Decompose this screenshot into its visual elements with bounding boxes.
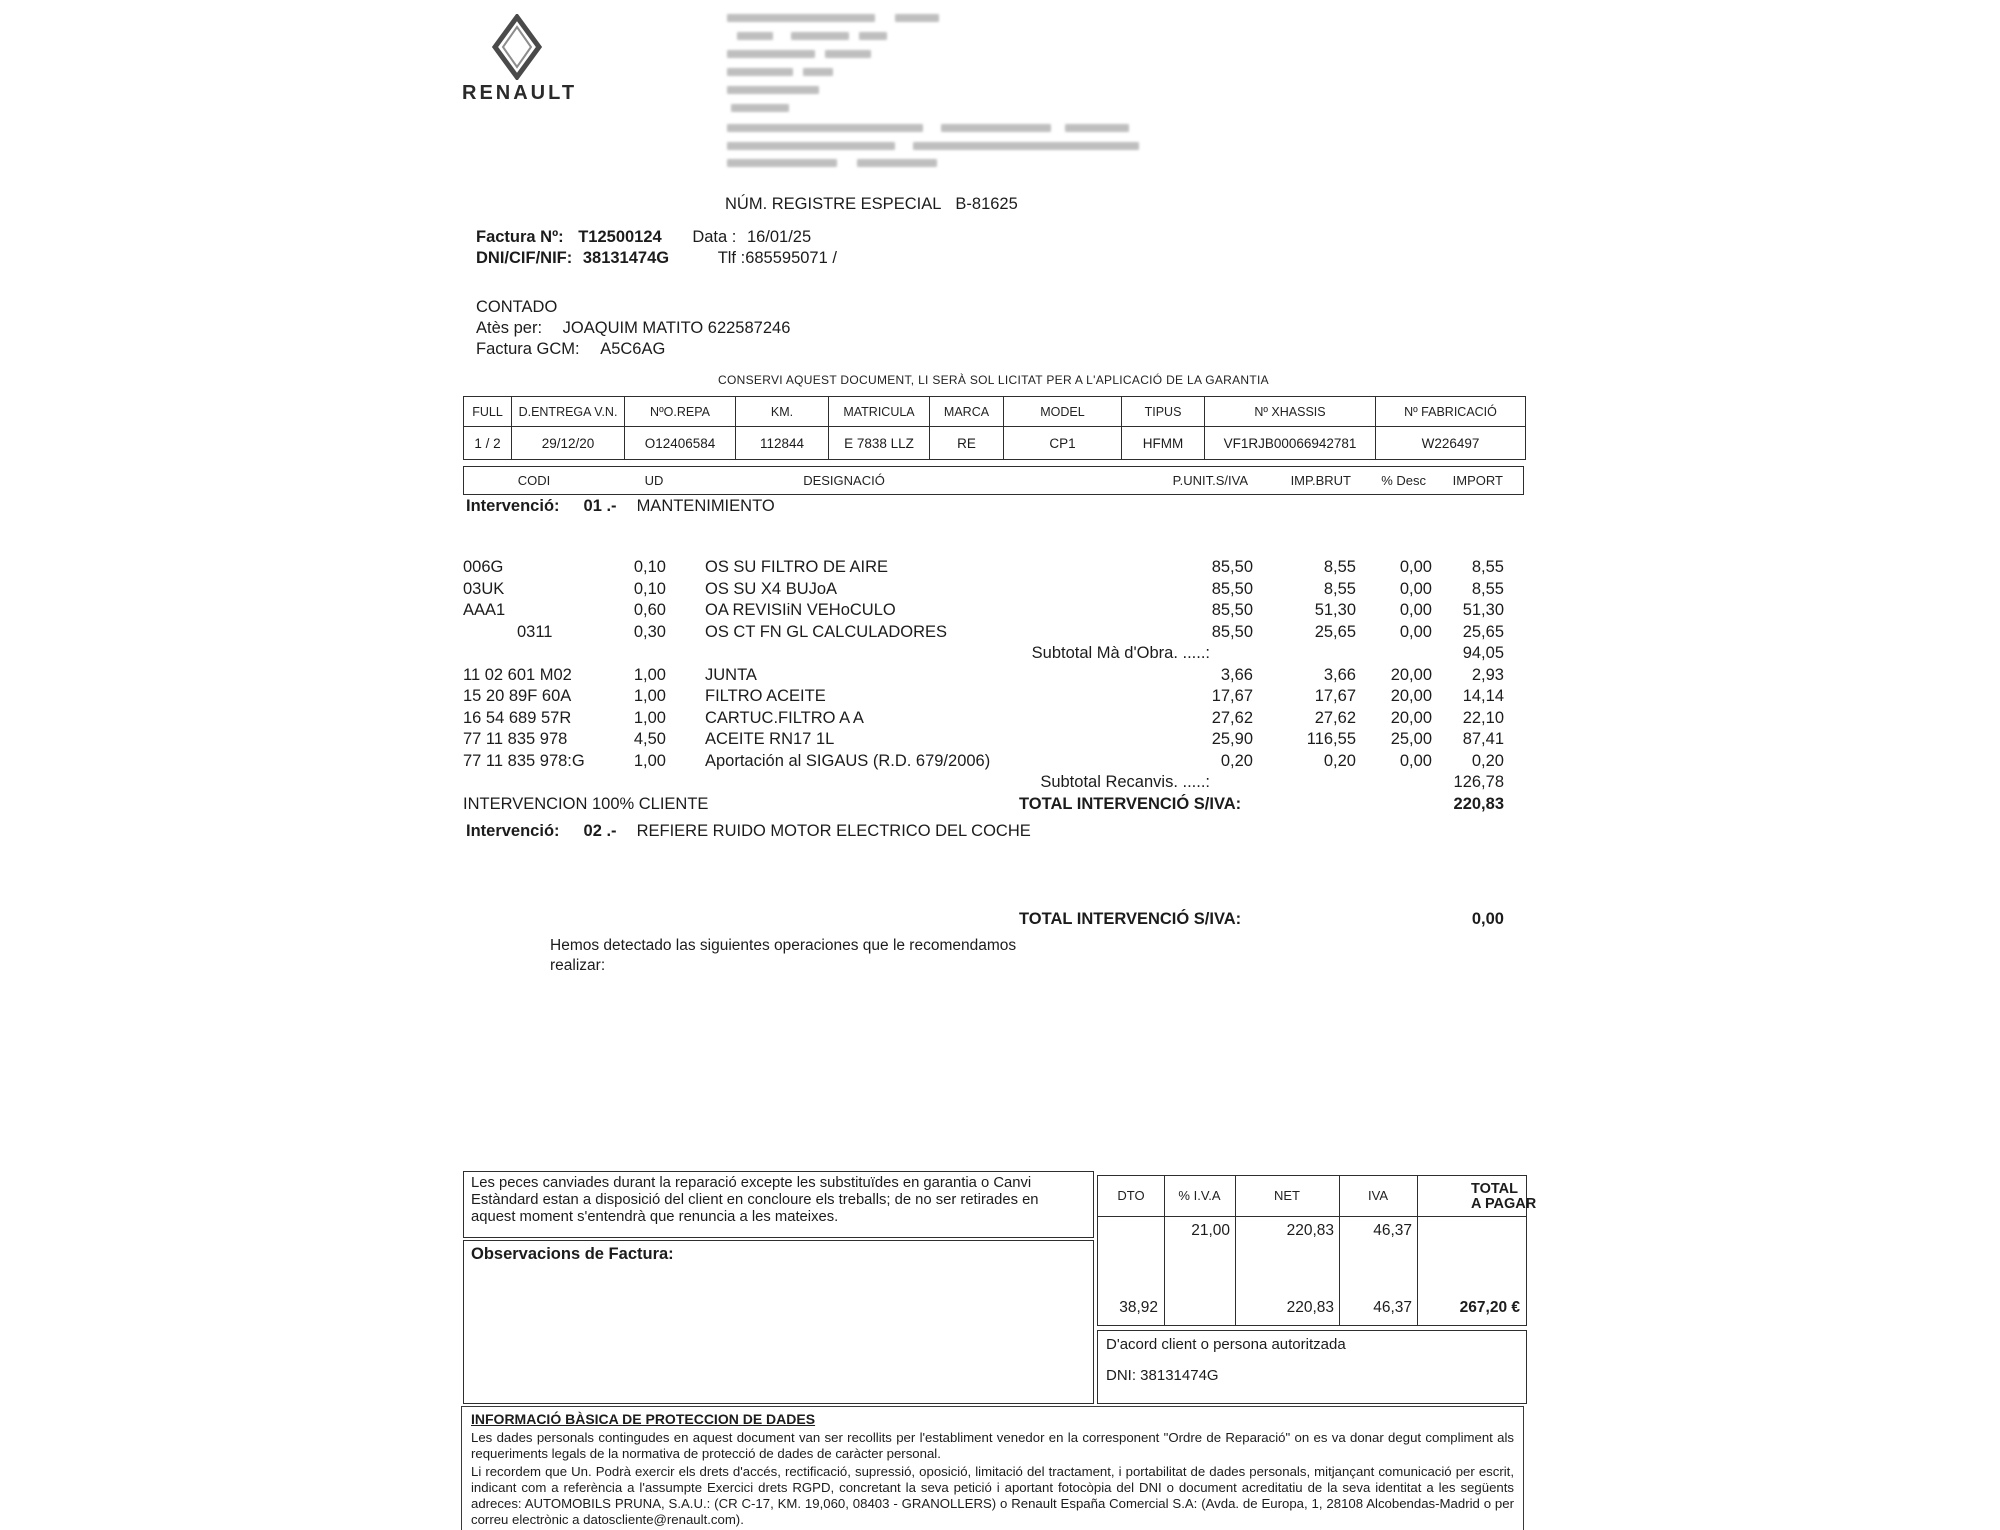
intervention-number: 02 .-	[583, 822, 617, 840]
intervention-total-label: TOTAL INTERVENCIÓ S/IVA:	[1019, 910, 1242, 928]
totals-header-iva: IVA	[1368, 1188, 1388, 1203]
invoice-meta	[476, 227, 837, 269]
item-row: 11 02 601 M02 1,00 JUNTA 3,66 3,66 20,00 2,93	[463, 665, 1504, 684]
invoice-meta-2	[476, 297, 790, 360]
vehicle-value-cell: RE	[930, 427, 1004, 460]
totals-net-value: 220,83	[1286, 1222, 1334, 1239]
totals-total-to-pay: 267,20 €	[1459, 1299, 1520, 1316]
items-header	[463, 466, 1524, 495]
item-row: 03UK 0,10 OS SU X4 BUJoA 85,50 8,55 0,00 8,55	[463, 579, 1504, 598]
intervention-total-value: 220,83	[1453, 794, 1504, 813]
brand-wordmark: RENAULT	[462, 82, 578, 104]
vehicle-table	[463, 396, 1526, 460]
special-registry-label: NÚM. REGISTRE ESPECIAL	[725, 195, 942, 213]
intervention-name: MANTENIMIENTO	[636, 497, 775, 515]
items-header-designacio: DESIGNACIÓ	[803, 473, 885, 488]
vehicle-value-cell: E 7838 LLZ	[829, 427, 930, 460]
intervention-1-total-row	[463, 795, 1524, 817]
vehicle-value-cell: 1 / 2	[464, 427, 512, 460]
items-header-punit: P.UNIT.S/IVA	[1172, 473, 1248, 488]
item-row: 77 11 835 978 4,50 ACEITE RN17 1L 25,90 116,55 25,00 87,41	[463, 730, 1504, 748]
item-row: 15 20 89F 60A 1,00 FILTRO ACEITE 17,67 17,67 20,00 14,14	[463, 687, 1504, 705]
renault-logo-icon	[492, 14, 542, 85]
intervention-1-title	[466, 497, 775, 516]
totals-iva-pct-value: 21,00	[1191, 1222, 1230, 1239]
items-header-ud: UD	[644, 473, 664, 488]
vehicle-value-cell: W226497	[1376, 427, 1526, 460]
vehicle-value-cell: 29/12/20	[512, 427, 625, 460]
items-header-import: IMPORT	[1452, 473, 1503, 488]
intervention-2-total-row	[463, 910, 1524, 932]
invoice-date-value: 16/01/25	[746, 228, 812, 246]
vehicle-header-cell: MARCA	[930, 397, 1004, 427]
vehicle-header-cell: NºO.REPA	[625, 397, 736, 427]
intervention-total-value: 0,00	[1471, 910, 1504, 928]
intervention-name: REFIERE RUIDO MOTOR ELECTRICO DEL COCHE	[636, 822, 1031, 840]
special-registry-value: B-81625	[955, 195, 1018, 213]
observations-box	[463, 1240, 1094, 1404]
client-note: INTERVENCION 100% CLIENTE	[463, 794, 709, 813]
subtotal-labor-row: Subtotal Mà d'Obra. .....: 94,05	[1031, 644, 1504, 662]
intervention-label: Intervenció:	[466, 497, 560, 515]
item-row: AAA1 0,60 OA REVISIiN VEHoCULO 85,50 51,30 0,00 51,30	[463, 601, 1504, 619]
privacy-heading: INFORMACIÓ BÀSICA DE PROTECCION DE DADES	[471, 1411, 816, 1427]
totals-header-net: NET	[1274, 1188, 1300, 1203]
vehicle-header-cell: KM.	[736, 397, 829, 427]
item-row: 16 54 689 57R 1,00 CARTUC.FILTRO A A 27,62 27,62 20,00 22,10	[463, 708, 1504, 727]
invoice-number-label: Factura Nº:	[476, 228, 564, 246]
totals-iva-value: 46,37	[1373, 1222, 1412, 1239]
item-row: 0311 0,30 OS CT FN GL CALCULADORES 85,50 25,65 0,00 25,65	[517, 622, 1504, 641]
agreement-dni: DNI: 38131474G	[1106, 1367, 1219, 1384]
intervention-label: Intervenció:	[466, 822, 560, 840]
vehicle-header-cell: MATRICULA	[829, 397, 930, 427]
vehicle-value-cell: O12406584	[625, 427, 736, 460]
intervention-2-title	[466, 822, 1031, 841]
attended-by-label: Atès per:	[476, 319, 543, 337]
dni-value: 38131474G	[582, 249, 670, 267]
vehicle-value-cell: CP1	[1004, 427, 1122, 460]
gcm-value: A5C6AG	[600, 340, 666, 358]
subtotal-parts-row: Subtotal Recanvis. .....: 126,78	[1040, 773, 1504, 791]
invoice-date-label: Data :	[692, 228, 737, 246]
dni-label: DNI/CIF/NIF:	[476, 249, 573, 267]
observations-label: Observacions de Factura:	[471, 1245, 674, 1263]
customer-agreement-box	[1097, 1330, 1527, 1404]
totals-net-value-2: 220,83	[1286, 1299, 1334, 1316]
totals-dto-value: 38,92	[1119, 1299, 1158, 1316]
items-header-codi: CODI	[517, 473, 551, 488]
vehicle-header-cell: MODEL	[1004, 397, 1122, 427]
recommendations-note: Hemos detectado las siguientes operaciones que le recomendamos realizar:	[550, 937, 1017, 974]
vehicle-header-cell: TIPUS	[1122, 397, 1205, 427]
vehicle-header-cell: FULL	[464, 397, 512, 427]
warranty-notice: CONSERVI AQUEST DOCUMENT, LI SERÀ SOL LICITAT PER A L'APLICACIÓ DE LA GARANTIA	[718, 373, 1269, 387]
phone-label: Tlf :	[717, 249, 746, 267]
privacy-paragraph: Li recordem que Un. Podrà exercir els drets d'accés, rectificació, supressió, oposició, limitació del tractament, i portabilitat de dades personals, mitjançant comunicació per escrit, indicant com a referència a l'assumpte Exercici drets RGPD, concretant la seva petició i aportant fotocòpia del DNI o document acreditatiu de la seva identitat a les següents adreces: AUTOMOBILS PRUNA, S.A.U.: (CR C-17, KM. 19,060, 08403 - GRANOLLERS) o Renault España Comercial S.A: (Avda. de Europa, 1, 28108 Alcobendas-Madrid o per correu electrònic a datoscliente@renault.com).	[471, 1464, 1514, 1527]
items-header-brut: IMP.BRUT	[1290, 473, 1351, 488]
vehicle-value-cell: 112844	[736, 427, 829, 460]
invoice-number-value: T12500124	[578, 228, 662, 246]
phone-value: 685595071 /	[745, 249, 837, 267]
privacy-footer	[461, 1406, 1524, 1530]
intervention-number: 01 .-	[583, 497, 617, 515]
intervention-total-label: TOTAL INTERVENCIÓ S/IVA:	[1019, 794, 1242, 813]
item-row: 77 11 835 978:G 1,00 Aportación al SIGAUS (R.D. 679/2006) 0,20 0,20 0,00 0,20	[463, 751, 1504, 770]
dealer-info-illegible	[727, 14, 1157, 172]
agreement-text: D'acord client o persona autoritzada	[1106, 1336, 1346, 1353]
vehicle-value-row	[464, 427, 1526, 460]
vehicle-header-cell: D.ENTREGA V.N.	[512, 397, 625, 427]
attended-by-value: JOAQUIM MATITO 622587246	[562, 319, 791, 337]
line-items	[463, 558, 1524, 816]
special-registry	[725, 195, 1018, 214]
totals-header-dto: DTO	[1117, 1188, 1145, 1203]
gcm-label: Factura GCM:	[476, 340, 580, 358]
totals-table	[1097, 1175, 1537, 1326]
item-row: 006G 0,10 OS SU FILTRO DE AIRE 85,50 8,55 0,00 8,55	[463, 558, 1504, 576]
payment-method: CONTADO	[476, 298, 558, 316]
items-header-desc: % Desc	[1381, 473, 1426, 488]
privacy-paragraph: Les dades personals contingudes en aquest document van ser recollits per l'establiment venedor en la corresponent "Ordre de Reparació" on es va donar degut compliment als requeriments legals de la normativa de protecció de dades de caràcter personal.	[471, 1430, 1514, 1461]
totals-header-total: TOTAL A PAGAR	[1471, 1181, 1537, 1212]
vehicle-value-cell: HFMM	[1122, 427, 1205, 460]
parts-return-notice: Les peces canviades durant la reparació excepte les substituïdes en garantia o Canvi Estàndard estan a disposició del client en concloure els treballs; de no ser retirades en aquest moment s'entendrà que renuncia a les mateixes.	[463, 1171, 1094, 1238]
vehicle-header-row	[464, 397, 1526, 427]
vehicle-value-cell: VF1RJB00066942781	[1205, 427, 1376, 460]
totals-iva-value-2: 46,37	[1373, 1299, 1412, 1316]
vehicle-header-cell: Nº XHASSIS	[1205, 397, 1376, 427]
totals-header-iva-pct: % I.V.A	[1178, 1188, 1221, 1203]
vehicle-header-cell: Nº FABRICACIÓ	[1376, 397, 1526, 427]
